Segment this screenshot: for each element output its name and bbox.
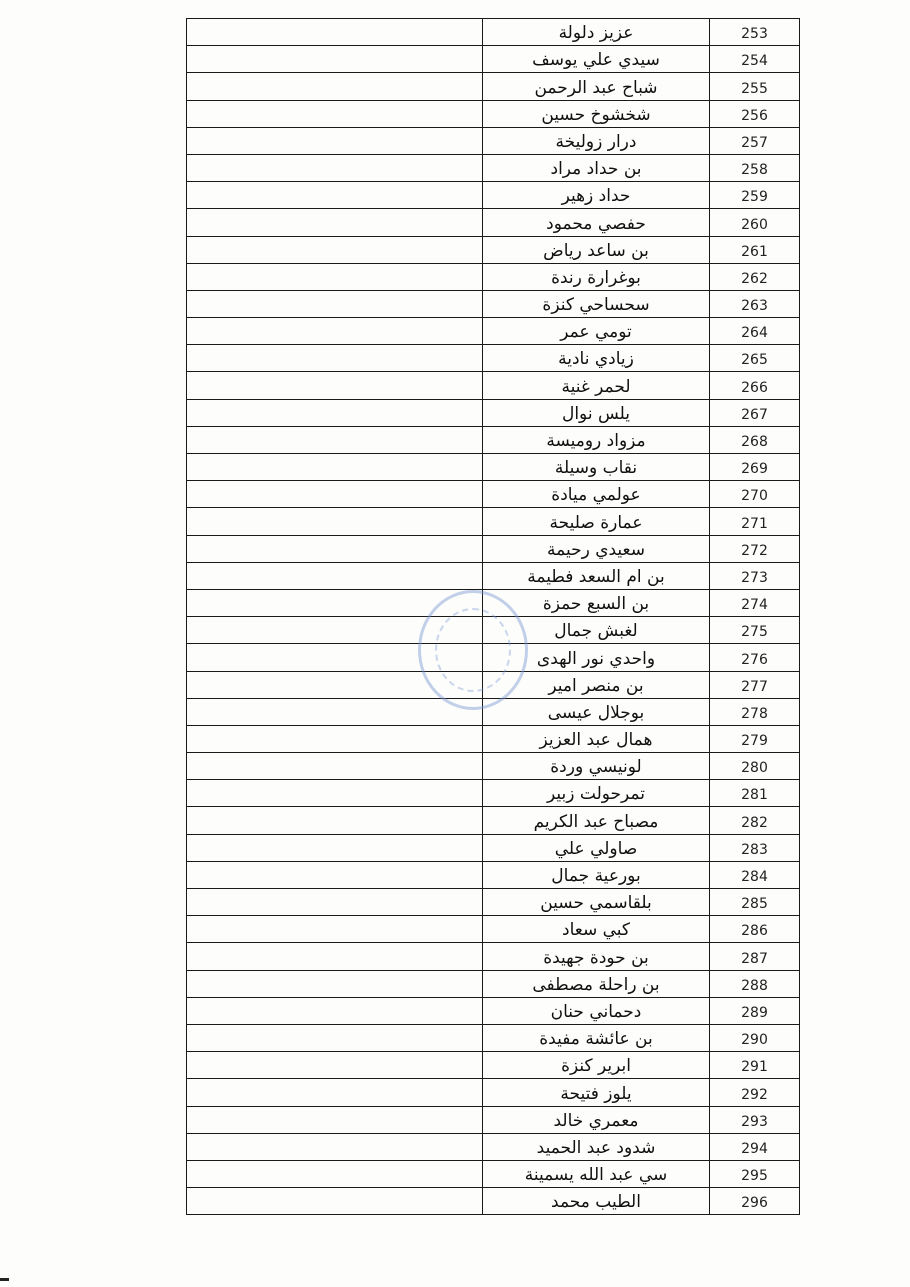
full-name-cell: مزواد روميسة — [483, 426, 710, 453]
full-name-cell: حفصي محمود — [483, 209, 710, 236]
empty-cell — [187, 916, 483, 943]
row-number-cell: 279 — [710, 725, 800, 752]
empty-cell — [187, 1106, 483, 1133]
empty-cell — [187, 372, 483, 399]
row-number-cell: 253 — [710, 19, 800, 46]
full-name-cell: ابرير كنزة — [483, 1052, 710, 1079]
empty-cell — [187, 318, 483, 345]
empty-cell — [187, 943, 483, 970]
table-row — [187, 290, 800, 317]
full-name-cell: واحدي نور الهدى — [483, 644, 710, 671]
row-number-cell: 284 — [710, 861, 800, 888]
row-number-cell: 293 — [710, 1106, 800, 1133]
full-name-cell: سحساحي كنزة — [483, 290, 710, 317]
full-name-cell: زيادي نادية — [483, 345, 710, 372]
table-row — [187, 508, 800, 535]
row-number-cell: 278 — [710, 698, 800, 725]
table-row — [187, 46, 800, 73]
full-name-cell: بورعية جمال — [483, 861, 710, 888]
full-name-cell: الطيب محمد — [483, 1188, 710, 1215]
empty-cell — [187, 1024, 483, 1051]
empty-cell — [187, 780, 483, 807]
table-row — [187, 1188, 800, 1215]
empty-cell — [187, 698, 483, 725]
empty-cell — [187, 889, 483, 916]
full-name-cell: سي عبد الله يسمينة — [483, 1160, 710, 1187]
row-number-cell: 291 — [710, 1052, 800, 1079]
table-row — [187, 263, 800, 290]
table-row — [187, 1160, 800, 1187]
full-name-cell: بن راحلة مصطفى — [483, 970, 710, 997]
row-number-cell: 267 — [710, 399, 800, 426]
full-name-cell: سعيدي رحيمة — [483, 535, 710, 562]
empty-cell — [187, 209, 483, 236]
row-number-cell: 288 — [710, 970, 800, 997]
table-row — [187, 562, 800, 589]
row-number-cell: 271 — [710, 508, 800, 535]
row-number-cell: 265 — [710, 345, 800, 372]
table-row — [187, 1106, 800, 1133]
full-name-cell: سيدي علي يوسف — [483, 46, 710, 73]
table-row — [187, 372, 800, 399]
full-name-cell: تمرحولت زبير — [483, 780, 710, 807]
empty-cell — [187, 997, 483, 1024]
full-name-cell: بوغرارة رندة — [483, 263, 710, 290]
full-name-cell: مصباح عبد الكريم — [483, 807, 710, 834]
row-number-cell: 270 — [710, 481, 800, 508]
row-number-cell: 266 — [710, 372, 800, 399]
row-number-cell: 281 — [710, 780, 800, 807]
table-row — [187, 1052, 800, 1079]
official-stamp — [418, 590, 528, 710]
empty-cell — [187, 807, 483, 834]
table-row — [187, 236, 800, 263]
empty-cell — [187, 46, 483, 73]
row-number-cell: 264 — [710, 318, 800, 345]
table-row — [187, 154, 800, 181]
row-number-cell: 280 — [710, 753, 800, 780]
row-number-cell: 275 — [710, 617, 800, 644]
full-name-cell: بن منصر امير — [483, 671, 710, 698]
row-number-cell: 283 — [710, 834, 800, 861]
empty-cell — [187, 562, 483, 589]
full-name-cell: عزيز دلولة — [483, 19, 710, 46]
empty-cell — [187, 753, 483, 780]
row-number-cell: 289 — [710, 997, 800, 1024]
empty-cell — [187, 725, 483, 752]
row-number-cell: 268 — [710, 426, 800, 453]
empty-cell — [187, 263, 483, 290]
table-row — [187, 943, 800, 970]
row-number-cell: 260 — [710, 209, 800, 236]
full-name-cell: لونيسي وردة — [483, 753, 710, 780]
empty-cell — [187, 236, 483, 263]
full-name-cell: عمارة صليحة — [483, 508, 710, 535]
empty-cell — [187, 182, 483, 209]
row-number-cell: 256 — [710, 100, 800, 127]
table-row — [187, 834, 800, 861]
empty-cell — [187, 426, 483, 453]
row-number-cell: 287 — [710, 943, 800, 970]
table-row — [187, 182, 800, 209]
table-row — [187, 127, 800, 154]
empty-cell — [187, 1079, 483, 1106]
scan-edge-mark — [0, 1278, 9, 1281]
full-name-cell: حداد زهير — [483, 182, 710, 209]
full-name-cell: شباح عبد الرحمن — [483, 73, 710, 100]
row-number-cell: 261 — [710, 236, 800, 263]
row-number-cell: 296 — [710, 1188, 800, 1215]
table-row — [187, 318, 800, 345]
row-number-cell: 295 — [710, 1160, 800, 1187]
empty-cell — [187, 1188, 483, 1215]
full-name-cell: كبي سعاد — [483, 916, 710, 943]
row-number-cell: 274 — [710, 589, 800, 616]
empty-cell — [187, 345, 483, 372]
table-row — [187, 481, 800, 508]
table-row — [187, 753, 800, 780]
full-name-cell: همال عبد العزيز — [483, 725, 710, 752]
row-number-cell: 290 — [710, 1024, 800, 1051]
full-name-cell: بن السبع حمزة — [483, 589, 710, 616]
row-number-cell: 286 — [710, 916, 800, 943]
row-number-cell: 259 — [710, 182, 800, 209]
table-row — [187, 780, 800, 807]
row-number-cell: 257 — [710, 127, 800, 154]
empty-cell — [187, 1052, 483, 1079]
row-number-cell: 255 — [710, 73, 800, 100]
full-name-cell: بن حودة جهيدة — [483, 943, 710, 970]
row-number-cell: 269 — [710, 454, 800, 481]
table-row — [187, 1024, 800, 1051]
table-row — [187, 209, 800, 236]
empty-cell — [187, 290, 483, 317]
table-row — [187, 399, 800, 426]
full-name-cell: بن عائشة مفيدة — [483, 1024, 710, 1051]
full-name-cell: بلقاسمي حسين — [483, 889, 710, 916]
full-name-cell: شخشوخ حسين — [483, 100, 710, 127]
row-number-cell: 273 — [710, 562, 800, 589]
row-number-cell: 262 — [710, 263, 800, 290]
empty-cell — [187, 1160, 483, 1187]
full-name-cell: عولمي ميادة — [483, 481, 710, 508]
empty-cell — [187, 861, 483, 888]
full-name-cell: بوجلال عيسى — [483, 698, 710, 725]
empty-cell — [187, 1133, 483, 1160]
table-row — [187, 725, 800, 752]
row-number-cell: 254 — [710, 46, 800, 73]
full-name-cell: صاولي علي — [483, 834, 710, 861]
full-name-cell: درار زوليخة — [483, 127, 710, 154]
empty-cell — [187, 535, 483, 562]
row-number-cell: 292 — [710, 1079, 800, 1106]
full-name-cell: بن ام السعد فطيمة — [483, 562, 710, 589]
empty-cell — [187, 154, 483, 181]
row-number-cell: 282 — [710, 807, 800, 834]
full-name-cell: لحمر غنية — [483, 372, 710, 399]
empty-cell — [187, 508, 483, 535]
full-name-cell: بن حداد مراد — [483, 154, 710, 181]
table-row — [187, 970, 800, 997]
table-row — [187, 535, 800, 562]
table-row — [187, 861, 800, 888]
row-number-cell: 277 — [710, 671, 800, 698]
table-row — [187, 1133, 800, 1160]
full-name-cell: تومي عمر — [483, 318, 710, 345]
row-number-cell: 276 — [710, 644, 800, 671]
table-row — [187, 426, 800, 453]
full-name-cell: يلس نوال — [483, 399, 710, 426]
row-number-cell: 272 — [710, 535, 800, 562]
empty-cell — [187, 399, 483, 426]
table-row — [187, 454, 800, 481]
table-row — [187, 997, 800, 1024]
table-row — [187, 1079, 800, 1106]
empty-cell — [187, 834, 483, 861]
empty-cell — [187, 481, 483, 508]
full-name-cell: لغبش جمال — [483, 617, 710, 644]
table-row — [187, 807, 800, 834]
full-name-cell: معمري خالد — [483, 1106, 710, 1133]
full-name-cell: شدود عبد الحميد — [483, 1133, 710, 1160]
full-name-cell: يلوز فتيحة — [483, 1079, 710, 1106]
row-number-cell: 263 — [710, 290, 800, 317]
table-row — [187, 916, 800, 943]
full-name-cell: نقاب وسيلة — [483, 454, 710, 481]
row-number-cell: 285 — [710, 889, 800, 916]
full-name-cell: بن ساعد رياض — [483, 236, 710, 263]
table-row — [187, 345, 800, 372]
row-number-cell: 294 — [710, 1133, 800, 1160]
table-row — [187, 100, 800, 127]
empty-cell — [187, 19, 483, 46]
empty-cell — [187, 100, 483, 127]
table-row — [187, 889, 800, 916]
table-row — [187, 73, 800, 100]
full-name-cell: دحماني حنان — [483, 997, 710, 1024]
empty-cell — [187, 970, 483, 997]
row-number-cell: 258 — [710, 154, 800, 181]
empty-cell — [187, 127, 483, 154]
empty-cell — [187, 454, 483, 481]
table-row — [187, 19, 800, 46]
empty-cell — [187, 73, 483, 100]
